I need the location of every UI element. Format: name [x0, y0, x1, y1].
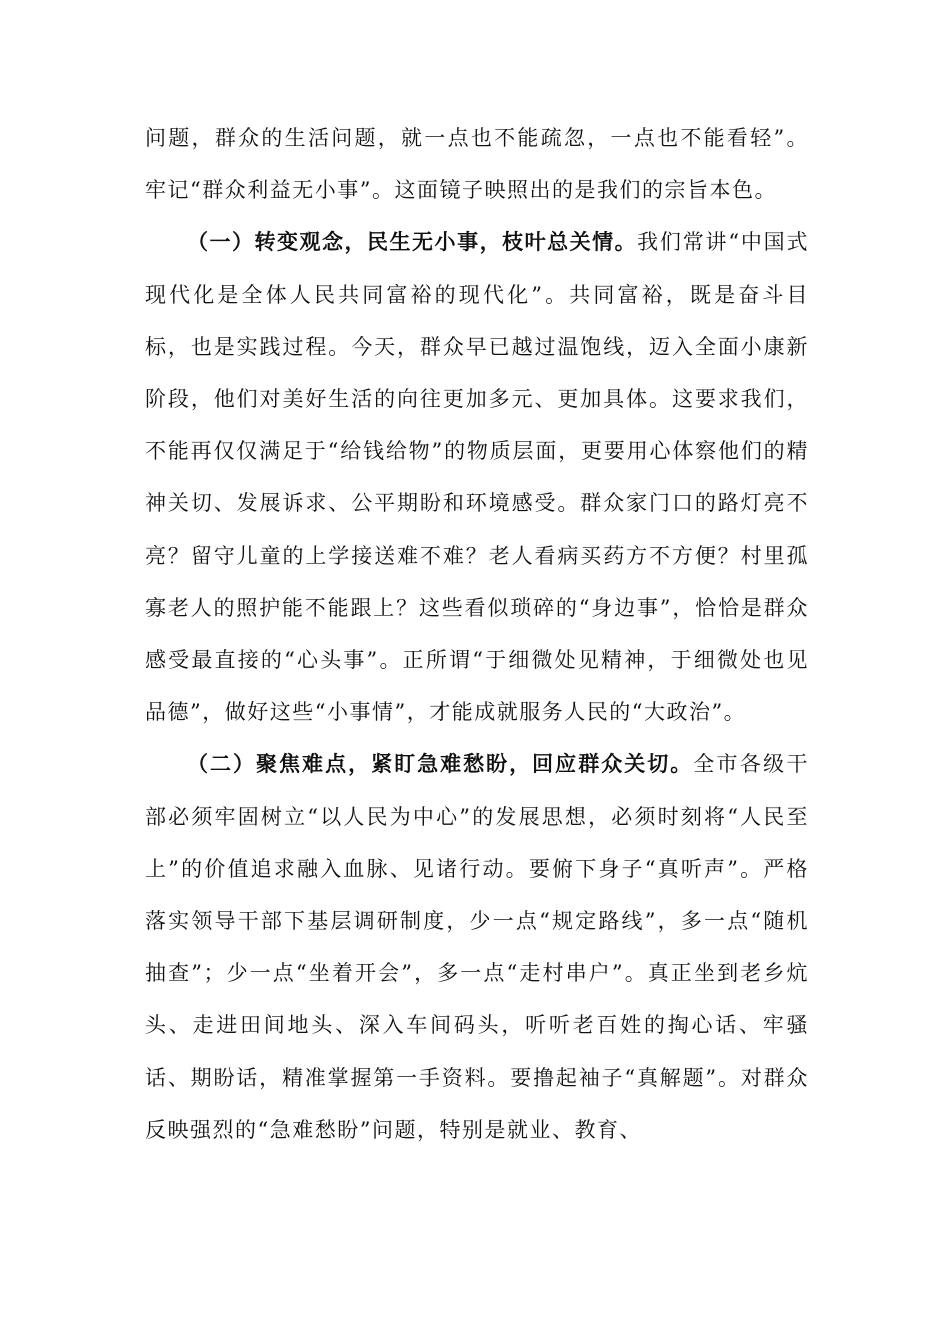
paragraph-3 — [145, 738, 809, 1156]
paragraph-2-text: 我们常讲“中国式现代化是全体人民共同富裕的现代化”。共同富裕，既是奋斗目标，也是实践过程。今天，群众早已越过温饱线，迈入全面小康新阶段，他们对美好生活的向往更加多元、更加具体。这要求我们，不能再仅仅满足于“给钱给物”的物质层面，更要用心体察他们的精神关切、发展诉求、公平期盼和环境感受。群众家门口的路灯亮不亮？留守儿童的上学接送难不难？老人看病买药方不方便？村里孤寡老人的照护能不能跟上？这些看似琐碎的“身边事”，恰恰是群众感受最直接的“心头事”。正所谓“于细微处见精神，于细微处也见品德”，做好这些“小事情”，才能成就服务人民的“大政治”。 — [145, 230, 809, 725]
paragraph-2-heading: （一）转变观念，民生无小事，枝叶总关情。 — [187, 230, 638, 255]
paragraph-3-text: 全市各级干部必须牢固树立“以人民为中心”的发展思想，必须时刻将“人民至上”的价值追求融入血脉、见诸行动。要俯下身子“真听声”。严格落实领导干部下基层调研制度，少一点“规定路线”，多一点“随机抽查”；少一点“坐着开会”，多一点“走村串户”。真正坐到老乡炕头、走进田间地头、深入车间码头，听听老百姓的掏心话、牢骚话、期盼话，精准掌握第一手资料。要撸起袖子“真解题”。对群众反映强烈的“急难愁盼”问题，特别是就业、教育、 — [145, 752, 809, 1142]
paragraph-1-text: 问题，群众的生活问题，就一点也不能疏忽，一点也不能看轻”。牢记“群众利益无小事”。这面镜子映照出的是我们的宗旨本色。 — [145, 126, 809, 203]
document-body — [145, 112, 809, 1156]
paragraph-3-heading: （二）聚焦难点，紧盯急难愁盼，回应群众关切。 — [187, 752, 694, 777]
paragraph-1 — [145, 112, 809, 216]
paragraph-2 — [145, 216, 809, 738]
